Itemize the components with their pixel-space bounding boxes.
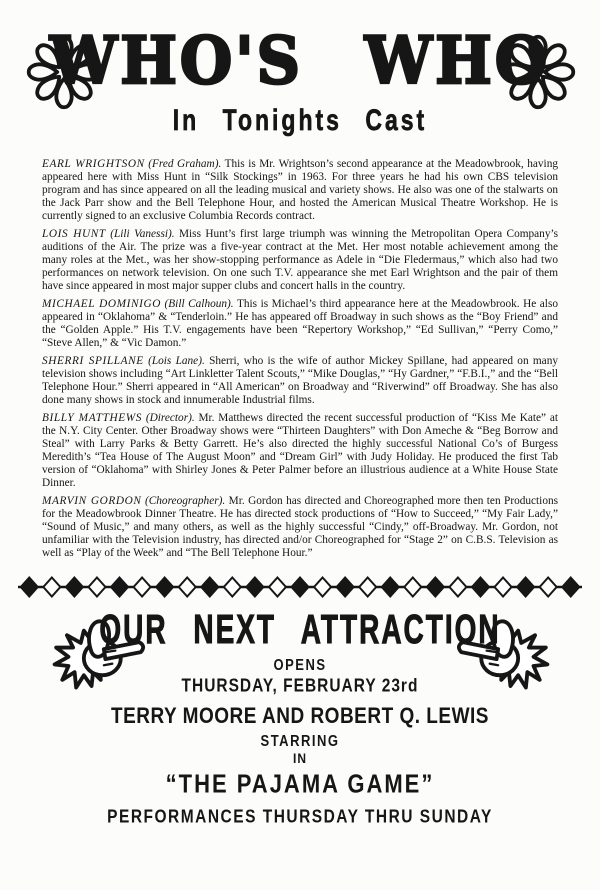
bio-text: Mr. Gordon has directed and Choreographed more then ten Productions for the Meadowbrook Dinner Theatre. He has directed stock productions of “How to Succeed,” “My Fair Lady,” “Sound of Music,” and many others, as well as the highly successful “Cindy,” off-Broadway. Mr. Gordon, not unfamiliar with the Television industry, has directed and/or Choreographed for “Stage 2” on C.B.S. Television as well as “Play of the Week” and “The Bell Telephone Hour.” [42,495,559,559]
bio-name: MARVIN GORDON [42,495,142,508]
next-attraction-section [0,608,600,825]
bio-text: Mr. Matthews directed the recent successful production of “Kiss Me Kate” at the N.Y. City Center. Other Broadway shows were “Thirteen Daughters” with Don Ameche & “Beg Borrow and Steal” with Larry Parks & Betty Garrett. He’s also directed the highly successful National Co’s of Burgess Meredith’s “Tea House of The August Moon” and “Dream Girl” with Judy Holiday. He produced the first Tab version of “Oklahoma” with Shirley Jones & Peter Palmer before an illustrious audience at a White House State Dinner. [42,412,558,489]
cast-bios [42,158,558,560]
bio-sherri-spillane [42,355,558,407]
bio-text: Miss Hunt’s first large triumph was winning the Metropolitan Opera Company’s auditions of the Air. The prize was a five-year contract at the Met. Her most notable achievement among the many roles at the Met., was her show-stopping performance as Adele in “Die Fledermaus,” which also had two performances on network television. On one such T.V. appearance she met Earl Wrightson and the pair of them have since appeared in most major supper clubs and concert halls in the country. [42,228,559,292]
diamond-divider [18,574,582,600]
bio-billy-matthews [42,412,558,489]
bio-marvin-gordon [42,495,558,560]
bio-role: (Choreographer). [144,495,226,508]
starring-label: STARRING [260,731,340,750]
bio-role: (Director). [145,412,195,425]
bio-text: Sherri, who is the wife of author Mickey Spillane, had appeared on many television shows including “Art Linkletter Talent Scouts,” “Mike Douglas,” “Hy Gardner,” “F.B.I.,” and the “Bell Telephone Hour.” Sherri appeared in “All American” on Broadway and “Riverwind” off Broadway. She has also done many shows in stock and innumerable Industrial films. [42,355,558,406]
bio-earl-wrightson [42,158,558,223]
bio-michael-dominigo [42,298,558,350]
masthead [0,0,600,137]
bio-name: MICHAEL DOMINIGO [42,298,161,311]
bio-name: SHERRI SPILLANE [42,355,144,368]
bio-text: This is Mr. Wrightson’s second appearance at the Meadowbrook, having appeared here with Miss Hunt in “Silk Stockings” in 1963. For three years he had his own CBS television program and has since appeared on all the leading musical and variety shows. He also was one of the stalwarts on the Jack Parr show and the Bell Telephone Hour, and hosted the American Musical Theatre Workshop. He is currently signed to an exclusive Columbia Records contract. [42,158,558,222]
page-title: WHO'S WHO [49,23,551,100]
bio-role: (Lois Lane). [148,355,205,368]
bio-lois-hunt [42,228,558,293]
bio-text: This is Michael’s third appearance here at the Meadowbrook. He also appeared in “Oklahoma” & “Tenderloin.” He has appeared off Broadway in such shows as the “Boy Friend” and the “Golden Apple.” His T.V. engagements have been “Repertory Workshop,” “Ed Sullivan,” “Perry Como,” “Steve Allen,” & “Vic Damon.” [42,298,558,349]
page-subtitle: In Tonights Cast [172,102,428,137]
show-title: “THE PAJAMA GAME” [165,768,435,799]
opens-label: OPENS [273,655,327,674]
starring-names: TERRY MOORE AND ROBERT Q. LEWIS [111,703,489,729]
performances-note: PERFORMANCES THURSDAY THRU SUNDAY [107,806,493,827]
bio-role: (Bill Calhoun). [164,298,234,311]
bio-name: LOIS HUNT [42,228,106,241]
bio-role: (Lili Vanessi). [110,228,175,241]
opens-date: THURSDAY, FEBRUARY 23rd [181,675,419,696]
in-label: IN [293,749,307,767]
next-attraction-heading: OUR NEXT ATTRACTION [99,606,501,652]
bio-name: BILLY MATTHEWS [42,412,143,425]
bio-name: EARL WRIGHTSON [42,158,145,170]
bio-role: (Fred Graham). [148,158,222,170]
